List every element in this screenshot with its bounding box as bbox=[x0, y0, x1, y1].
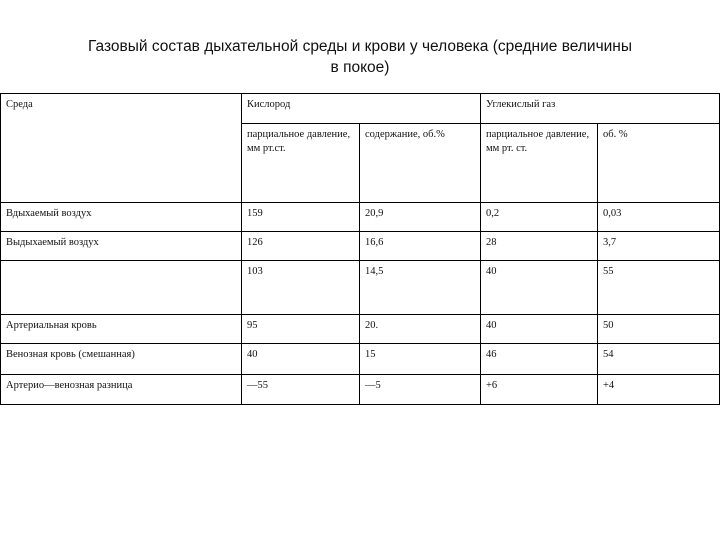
cell-co2-content: 54 bbox=[598, 344, 720, 375]
page-title bbox=[0, 36, 720, 78]
cell-co2-pressure: 40 bbox=[481, 261, 598, 315]
cell-co2-content: 0,03 bbox=[598, 203, 720, 232]
cell-o2-content: 20,9 bbox=[360, 203, 481, 232]
table-row bbox=[1, 344, 720, 375]
title-line-2: в покое) bbox=[330, 59, 390, 76]
cell-co2-pressure: 46 bbox=[481, 344, 598, 375]
row-label: Выдыхаемый воздух bbox=[1, 232, 242, 261]
cell-co2-content: 55 bbox=[598, 261, 720, 315]
cell-co2-content: +4 bbox=[598, 375, 720, 405]
cell-o2-pressure: 40 bbox=[242, 344, 360, 375]
row-label: Артериальная кровь bbox=[1, 315, 242, 344]
cell-co2-pressure: 40 bbox=[481, 315, 598, 344]
table-row bbox=[1, 203, 720, 232]
cell-co2-content: 50 bbox=[598, 315, 720, 344]
cell-co2-content: 3,7 bbox=[598, 232, 720, 261]
header-row-groups bbox=[1, 94, 720, 124]
header-medium: Среда bbox=[1, 94, 242, 203]
cell-o2-pressure: 126 bbox=[242, 232, 360, 261]
header-oxygen: Кислород bbox=[242, 94, 481, 124]
table-row bbox=[1, 232, 720, 261]
row-label bbox=[1, 261, 242, 315]
cell-o2-content: 15 bbox=[360, 344, 481, 375]
header-o2-partial-pressure: парциальное давление, мм рт.ст. bbox=[242, 124, 360, 203]
cell-co2-pressure: +6 bbox=[481, 375, 598, 405]
table-row bbox=[1, 261, 720, 315]
cell-o2-content: 14,5 bbox=[360, 261, 481, 315]
cell-o2-content: 16,6 bbox=[360, 232, 481, 261]
row-label: Вдыхаемый воздух bbox=[1, 203, 242, 232]
header-o2-content: содержание, об.% bbox=[360, 124, 481, 203]
title-line-1: Газовый состав дыхательной среды и крови у человека (средние величины bbox=[87, 38, 632, 55]
cell-co2-pressure: 28 bbox=[481, 232, 598, 261]
cell-o2-pressure: 95 bbox=[242, 315, 360, 344]
table-row bbox=[1, 315, 720, 344]
cell-o2-pressure: 159 bbox=[242, 203, 360, 232]
cell-o2-content: 20. bbox=[360, 315, 481, 344]
table-row bbox=[1, 375, 720, 405]
row-label: Артерио—венозная разница bbox=[1, 375, 242, 405]
header-co2-partial-pressure: парциальное давление, мм рт. ст. bbox=[481, 124, 598, 203]
gas-composition-table bbox=[0, 93, 720, 405]
cell-o2-pressure: —55 bbox=[242, 375, 360, 405]
header-carbon-dioxide: Углекислый газ bbox=[481, 94, 720, 124]
cell-co2-pressure: 0,2 bbox=[481, 203, 598, 232]
header-co2-content: об. % bbox=[598, 124, 720, 203]
cell-o2-content: —5 bbox=[360, 375, 481, 405]
cell-o2-pressure: 103 bbox=[242, 261, 360, 315]
row-label: Венозная кровь (смешанная) bbox=[1, 344, 242, 375]
